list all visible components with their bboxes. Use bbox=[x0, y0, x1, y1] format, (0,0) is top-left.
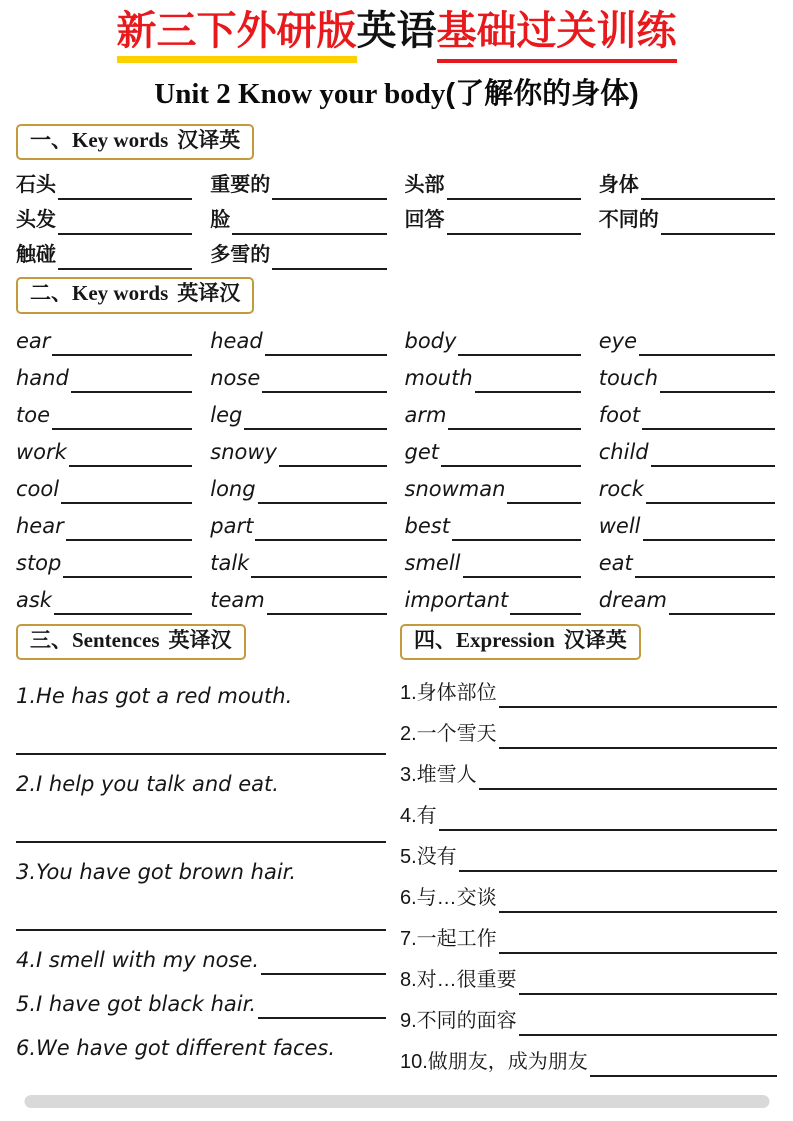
word-cell bbox=[599, 366, 777, 393]
word-row bbox=[16, 235, 777, 270]
answer-blank[interactable] bbox=[635, 554, 775, 578]
word-cell bbox=[210, 551, 404, 578]
word-cell bbox=[405, 366, 599, 393]
word-cell bbox=[599, 203, 777, 235]
expression-text: 4.有 bbox=[400, 804, 437, 827]
section3-heading-direction: 英译汉 bbox=[168, 628, 232, 652]
answer-blank[interactable] bbox=[251, 554, 386, 578]
word-label: eye bbox=[598, 328, 638, 353]
answer-blank[interactable] bbox=[244, 406, 386, 430]
answer-blank[interactable] bbox=[669, 591, 775, 615]
answer-blank[interactable] bbox=[448, 406, 580, 430]
word-cell bbox=[599, 329, 777, 356]
section-keywords-cn-to-en bbox=[16, 124, 777, 270]
expression-row bbox=[400, 1036, 777, 1077]
bottom-section-headings bbox=[16, 624, 777, 660]
word-label: 头部 bbox=[404, 174, 445, 197]
word-cell bbox=[16, 477, 210, 504]
word-cell bbox=[405, 588, 599, 615]
word-cell bbox=[599, 440, 777, 467]
answer-blank[interactable] bbox=[651, 443, 775, 467]
answer-line[interactable] bbox=[16, 887, 386, 931]
section1-heading-title: Key words bbox=[72, 128, 169, 152]
sentence-text: 2.I help you talk and eat. bbox=[16, 771, 279, 796]
word-label: snowman bbox=[404, 476, 506, 501]
sentence-row bbox=[16, 1019, 386, 1063]
word-label: ear bbox=[16, 328, 51, 353]
word-cell bbox=[405, 477, 599, 504]
answer-blank[interactable] bbox=[58, 211, 192, 235]
answer-blank[interactable] bbox=[71, 369, 192, 393]
word-label: arm bbox=[404, 402, 447, 427]
word-label: toe bbox=[16, 402, 51, 427]
word-cell bbox=[210, 329, 404, 356]
word-cell bbox=[210, 588, 404, 615]
word-cell bbox=[405, 440, 599, 467]
sentence-text: 5.I have got black hair. bbox=[16, 991, 257, 1016]
word-row bbox=[16, 200, 777, 235]
answer-blank[interactable] bbox=[642, 406, 775, 430]
expression-text: 6.与…交谈 bbox=[400, 886, 497, 909]
keywords-cn-grid bbox=[16, 165, 777, 270]
sentence-text: 1.He has got a red mouth. bbox=[16, 683, 293, 708]
word-cell bbox=[16, 329, 210, 356]
section4-heading-title: Expression bbox=[456, 627, 555, 652]
word-cell bbox=[16, 403, 210, 430]
answer-blank[interactable] bbox=[499, 889, 777, 913]
expression-row bbox=[400, 954, 777, 995]
answer-blank[interactable] bbox=[232, 211, 386, 235]
answer-blank[interactable] bbox=[267, 591, 387, 615]
answer-blank[interactable] bbox=[452, 517, 581, 541]
word-cell bbox=[599, 514, 777, 541]
answer-blank[interactable] bbox=[463, 554, 581, 578]
word-label: cool bbox=[16, 476, 60, 501]
section3-heading-box bbox=[16, 624, 246, 660]
section2-heading-direction: 英译汉 bbox=[177, 282, 241, 306]
word-cell bbox=[405, 168, 599, 200]
word-cell bbox=[210, 514, 404, 541]
word-cell bbox=[16, 551, 210, 578]
page-title bbox=[16, 8, 777, 63]
answer-blank[interactable] bbox=[507, 480, 580, 504]
section2-heading-box bbox=[16, 277, 254, 313]
word-cell bbox=[16, 514, 210, 541]
word-label: get bbox=[404, 439, 439, 464]
answer-blank[interactable] bbox=[458, 332, 580, 356]
word-row bbox=[16, 504, 777, 541]
answer-blank[interactable] bbox=[459, 848, 777, 872]
word-cell bbox=[405, 203, 599, 235]
word-label: rock bbox=[598, 476, 644, 501]
word-label: important bbox=[404, 587, 509, 612]
answer-blank[interactable] bbox=[272, 246, 386, 270]
word-label: work bbox=[16, 439, 67, 464]
word-cell bbox=[16, 366, 210, 393]
word-label: ask bbox=[16, 587, 52, 612]
section3-heading-number: 三、 bbox=[30, 628, 72, 652]
sentence-text: 3.You have got brown hair. bbox=[16, 859, 297, 884]
sentences-column bbox=[16, 667, 400, 1063]
word-label: 石头 bbox=[16, 174, 56, 197]
expression-row bbox=[400, 872, 777, 913]
word-label: foot bbox=[598, 402, 641, 427]
sentence-text: 6.We have got different faces. bbox=[16, 1035, 336, 1060]
word-cell bbox=[210, 477, 404, 504]
answer-blank[interactable] bbox=[641, 176, 775, 200]
word-label: head bbox=[210, 328, 263, 353]
answer-blank[interactable] bbox=[69, 443, 192, 467]
answer-blank[interactable] bbox=[66, 517, 193, 541]
word-label: 触碰 bbox=[16, 244, 56, 267]
word-row bbox=[16, 541, 777, 578]
answer-blank[interactable] bbox=[475, 369, 581, 393]
answer-blank[interactable] bbox=[52, 332, 192, 356]
word-label: leg bbox=[210, 402, 243, 427]
answer-blank[interactable] bbox=[447, 176, 581, 200]
title-segment-edition: 新三下外研版 bbox=[117, 8, 357, 63]
section1-heading-direction: 汉译英 bbox=[177, 129, 241, 152]
footer-bar bbox=[24, 1095, 769, 1108]
answer-blank[interactable] bbox=[441, 443, 581, 467]
word-label: best bbox=[404, 513, 450, 538]
word-row bbox=[16, 165, 777, 200]
answer-blank[interactable] bbox=[439, 807, 777, 831]
sentence-row bbox=[16, 931, 386, 975]
word-label: team bbox=[210, 587, 265, 612]
word-row bbox=[16, 430, 777, 467]
answer-blank[interactable] bbox=[258, 480, 387, 504]
word-label: long bbox=[210, 476, 256, 501]
answer-blank[interactable] bbox=[447, 211, 581, 235]
word-cell bbox=[599, 168, 777, 200]
word-label: part bbox=[210, 513, 254, 538]
section3-heading-title: Sentences bbox=[72, 627, 160, 652]
answer-blank[interactable] bbox=[590, 1053, 777, 1077]
expression-row bbox=[400, 790, 777, 831]
sentence-row bbox=[16, 755, 386, 799]
bottom-columns bbox=[16, 667, 777, 1077]
word-cell bbox=[599, 403, 777, 430]
answer-blank[interactable] bbox=[479, 766, 777, 790]
expression-row bbox=[400, 708, 777, 749]
word-cell bbox=[405, 551, 599, 578]
answer-blank[interactable] bbox=[52, 406, 192, 430]
expression-text: 9.不同的面容 bbox=[400, 1009, 517, 1032]
word-label: touch bbox=[598, 365, 658, 390]
word-row bbox=[16, 467, 777, 504]
word-cell bbox=[210, 366, 404, 393]
expression-heading-wrap bbox=[400, 624, 777, 660]
word-label: smell bbox=[404, 550, 461, 575]
word-label: mouth bbox=[404, 365, 473, 390]
answer-blank[interactable] bbox=[262, 369, 386, 393]
title-segment-training: 基础过关训练 bbox=[437, 8, 677, 63]
unit-subtitle bbox=[16, 71, 777, 112]
word-label: 回答 bbox=[404, 209, 445, 232]
answer-blank[interactable] bbox=[519, 1012, 777, 1036]
word-label: 头发 bbox=[16, 209, 56, 232]
answer-blank[interactable] bbox=[54, 591, 192, 615]
answer-blank[interactable] bbox=[646, 480, 775, 504]
answer-blank[interactable] bbox=[272, 176, 386, 200]
keywords-en-grid bbox=[16, 319, 777, 615]
word-cell bbox=[16, 168, 210, 200]
word-cell bbox=[210, 168, 404, 200]
word-cell bbox=[210, 203, 404, 235]
word-row bbox=[16, 319, 777, 356]
answer-blank[interactable] bbox=[58, 246, 192, 270]
answer-blank[interactable] bbox=[639, 332, 775, 356]
word-cell bbox=[210, 440, 404, 467]
expression-column bbox=[400, 667, 777, 1077]
answer-blank[interactable] bbox=[499, 930, 777, 954]
expression-text: 2.一个雪天 bbox=[400, 722, 497, 745]
expression-text: 8.对…很重要 bbox=[400, 968, 517, 991]
section4-heading-number: 四、 bbox=[414, 628, 456, 652]
word-cell bbox=[405, 329, 599, 356]
answer-blank[interactable] bbox=[660, 369, 775, 393]
word-cell bbox=[405, 403, 599, 430]
sentence-row bbox=[16, 843, 386, 887]
section2-heading-title: Key words bbox=[72, 281, 169, 306]
expression-row bbox=[400, 913, 777, 954]
answer-line[interactable] bbox=[16, 799, 386, 843]
answer-blank[interactable] bbox=[519, 971, 777, 995]
word-label: dream bbox=[598, 587, 667, 612]
expression-text: 10.做朋友，成为朋友 bbox=[400, 1050, 588, 1073]
answer-blank[interactable] bbox=[261, 951, 386, 975]
expression-row bbox=[400, 995, 777, 1036]
word-label: nose bbox=[210, 365, 261, 390]
sentence-text: 4.I smell with my nose. bbox=[16, 947, 260, 972]
answer-blank[interactable] bbox=[63, 554, 192, 578]
unit-subtitle-latin: Unit 2 Know your body bbox=[154, 78, 446, 110]
word-cell bbox=[599, 588, 777, 615]
answer-blank[interactable] bbox=[499, 725, 777, 749]
word-label: 多雪的 bbox=[210, 244, 271, 267]
word-cell bbox=[405, 514, 599, 541]
answer-blank[interactable] bbox=[265, 332, 387, 356]
section1-heading-box bbox=[16, 124, 254, 160]
word-label: child bbox=[598, 439, 649, 464]
word-row bbox=[16, 356, 777, 393]
sentence-row bbox=[16, 975, 386, 1019]
word-label: snowy bbox=[210, 439, 277, 464]
answer-blank[interactable] bbox=[58, 176, 192, 200]
word-label: stop bbox=[16, 550, 62, 575]
answer-blank[interactable] bbox=[499, 684, 777, 708]
expression-row bbox=[400, 831, 777, 872]
word-label: 脸 bbox=[210, 209, 231, 232]
word-cell bbox=[210, 238, 404, 270]
word-cell bbox=[210, 403, 404, 430]
word-cell bbox=[599, 477, 777, 504]
word-cell bbox=[16, 203, 210, 235]
word-cell bbox=[16, 588, 210, 615]
answer-blank[interactable] bbox=[61, 480, 192, 504]
section4-heading-direction: 汉译英 bbox=[563, 628, 627, 652]
expression-text: 5.没有 bbox=[400, 845, 457, 868]
answer-blank[interactable] bbox=[643, 517, 775, 541]
word-label: hear bbox=[16, 513, 64, 538]
word-label: well bbox=[598, 513, 641, 538]
answer-blank[interactable] bbox=[279, 443, 387, 467]
sentence-row bbox=[16, 667, 386, 711]
word-label: 重要的 bbox=[210, 174, 271, 197]
title-segment-subject: 英语 bbox=[356, 9, 437, 53]
word-label: body bbox=[404, 328, 457, 353]
section-keywords-en-to-cn bbox=[16, 277, 777, 614]
expression-text: 3.堆雪人 bbox=[400, 763, 477, 786]
word-label: talk bbox=[210, 550, 250, 575]
expression-row bbox=[400, 749, 777, 790]
word-cell bbox=[599, 551, 777, 578]
answer-blank[interactable] bbox=[510, 591, 581, 615]
word-cell bbox=[16, 238, 210, 270]
word-label: hand bbox=[16, 365, 69, 390]
unit-subtitle-cn: (了解你的身体) bbox=[445, 78, 639, 110]
expression-row bbox=[400, 667, 777, 708]
word-label: 身体 bbox=[598, 174, 639, 197]
section2-heading-number: 二、 bbox=[30, 282, 72, 306]
word-row bbox=[16, 578, 777, 615]
word-label: eat bbox=[598, 550, 633, 575]
section4-heading-box bbox=[400, 624, 641, 660]
expression-text: 7.一起工作 bbox=[400, 927, 497, 950]
word-row bbox=[16, 393, 777, 430]
expression-text: 1.身体部位 bbox=[400, 681, 497, 704]
answer-blank[interactable] bbox=[255, 517, 386, 541]
sentences-heading-wrap bbox=[16, 624, 400, 660]
word-label: 不同的 bbox=[598, 209, 659, 232]
answer-blank[interactable] bbox=[258, 995, 386, 1019]
section1-heading-number: 一、 bbox=[30, 129, 72, 152]
answer-blank[interactable] bbox=[661, 211, 775, 235]
word-cell bbox=[16, 440, 210, 467]
answer-line[interactable] bbox=[16, 711, 386, 755]
